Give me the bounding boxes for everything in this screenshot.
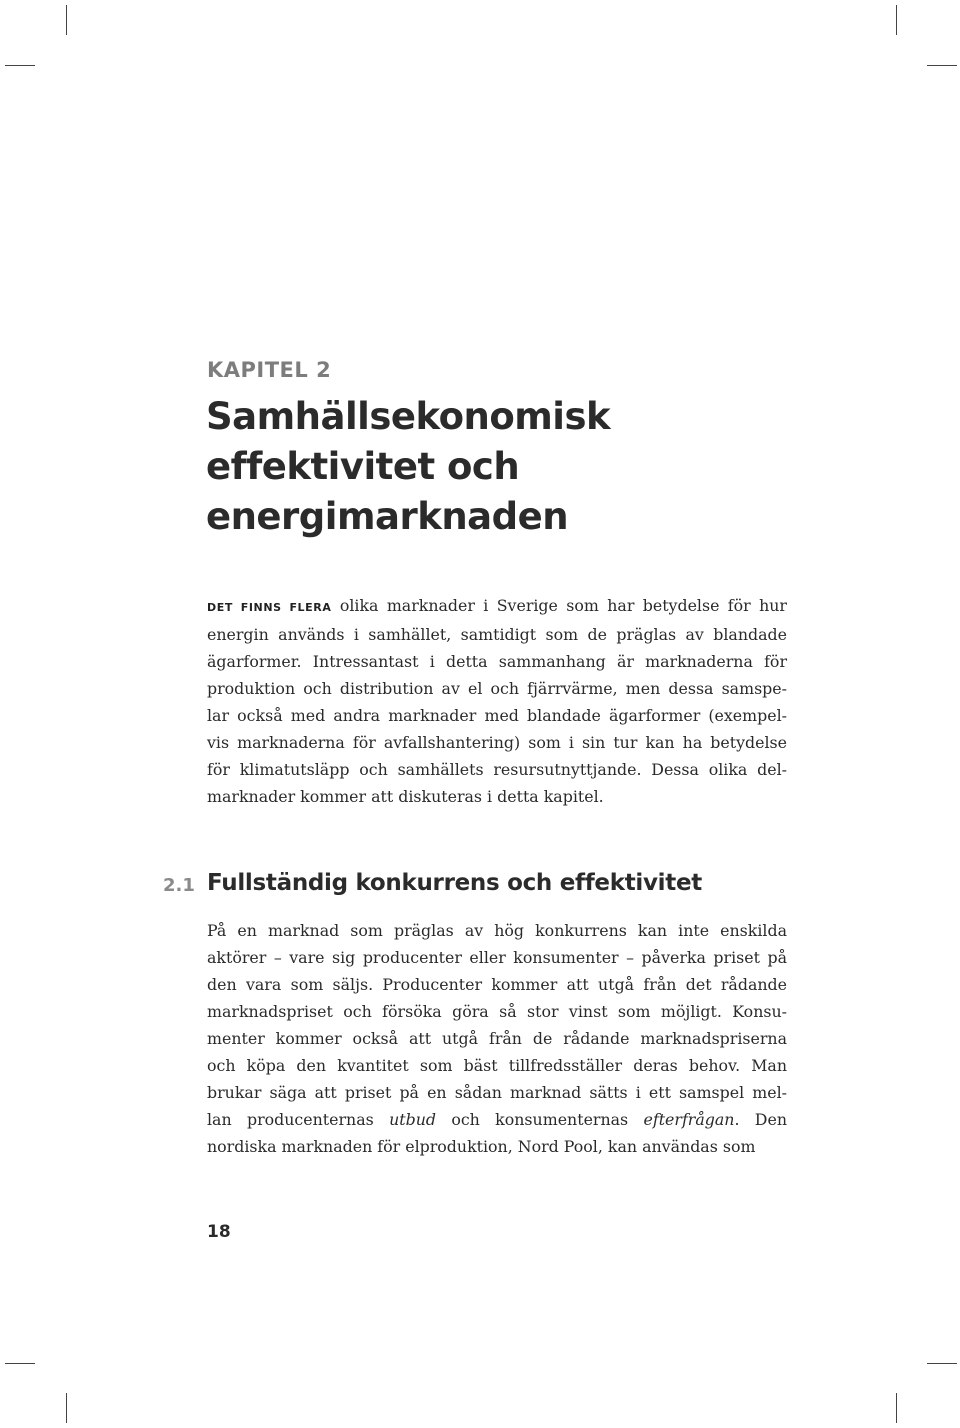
chapter-title-line: Samhällsekonomisk: [206, 395, 611, 438]
section-line: den vara som säljs. Producenter kommer att utgå från det rådande: [207, 975, 787, 994]
section-line: aktörer – vare sig producenter eller konsumenter – påverka priset på: [207, 948, 787, 967]
intro-line: ägarformer. Intressantast i detta sammanhang är marknaderna för: [207, 652, 787, 671]
crop-mark: [5, 65, 35, 66]
section-title: Fullständig konkurrens och effektivitet: [207, 870, 702, 896]
page-number: 18: [207, 1222, 231, 1242]
section-line: nordiska marknaden för elproduktion, Nord Pool, kan användas som: [207, 1137, 756, 1156]
crop-mark: [927, 65, 957, 66]
intro-line: produktion och distribution av el och fjärrvärme, men dessa samspe-: [207, 679, 787, 698]
crop-mark: [896, 1393, 897, 1423]
intro-line: lar också med andra marknader med blandade ägarformer (exempel-: [207, 706, 787, 725]
crop-mark: [66, 1393, 67, 1423]
section-line: menter kommer också att utgå från de rådande marknadspriserna: [207, 1029, 787, 1048]
chapter-title-line: energimarknaden: [206, 495, 569, 538]
chapter-label: KAPITEL 2: [207, 358, 332, 382]
section-line: och köpa den kvantitet som bäst tillfredsställer deras behov. Man: [207, 1056, 787, 1075]
chapter-title-line: effektivitet och: [206, 445, 520, 488]
section-paragraph: [207, 917, 787, 1160]
emphasis-term: efterfrågan: [643, 1110, 735, 1129]
section-line: brukar säga att priset på en sådan marknad sätts i ett samspel mel-: [207, 1083, 787, 1102]
intro-paragraph: [207, 592, 787, 810]
section-line: På en marknad som präglas av hög konkurrens kan inte enskilda: [207, 921, 787, 940]
crop-mark: [66, 5, 67, 35]
lead-in-caps: DET FINNS FLERA: [207, 601, 332, 614]
section-number: 2.1: [163, 875, 195, 896]
section-line: marknadspriset och försöka göra så stor vinst som möjligt. Konsu-: [207, 1002, 787, 1021]
section-line: lan producenternas utbud och konsumenternas efterfrågan. Den: [207, 1110, 787, 1129]
crop-mark: [927, 1363, 957, 1364]
intro-line: marknader kommer att diskuteras i detta kapitel.: [207, 787, 604, 806]
emphasis-term: utbud: [389, 1110, 436, 1129]
chapter-title: [206, 392, 826, 542]
crop-mark: [5, 1363, 35, 1364]
intro-line: vis marknaderna för avfallshantering) som i sin tur kan ha betydelse: [207, 733, 787, 752]
intro-line: för klimatutsläpp och samhällets resursutnyttjande. Dessa olika del-: [207, 760, 787, 779]
intro-line: energin används i samhället, samtidigt som de präglas av blandade: [207, 625, 787, 644]
intro-line: DET FINNS FLERA olika marknader i Sverige som har betydelse för hur: [207, 596, 787, 615]
crop-mark: [896, 5, 897, 35]
